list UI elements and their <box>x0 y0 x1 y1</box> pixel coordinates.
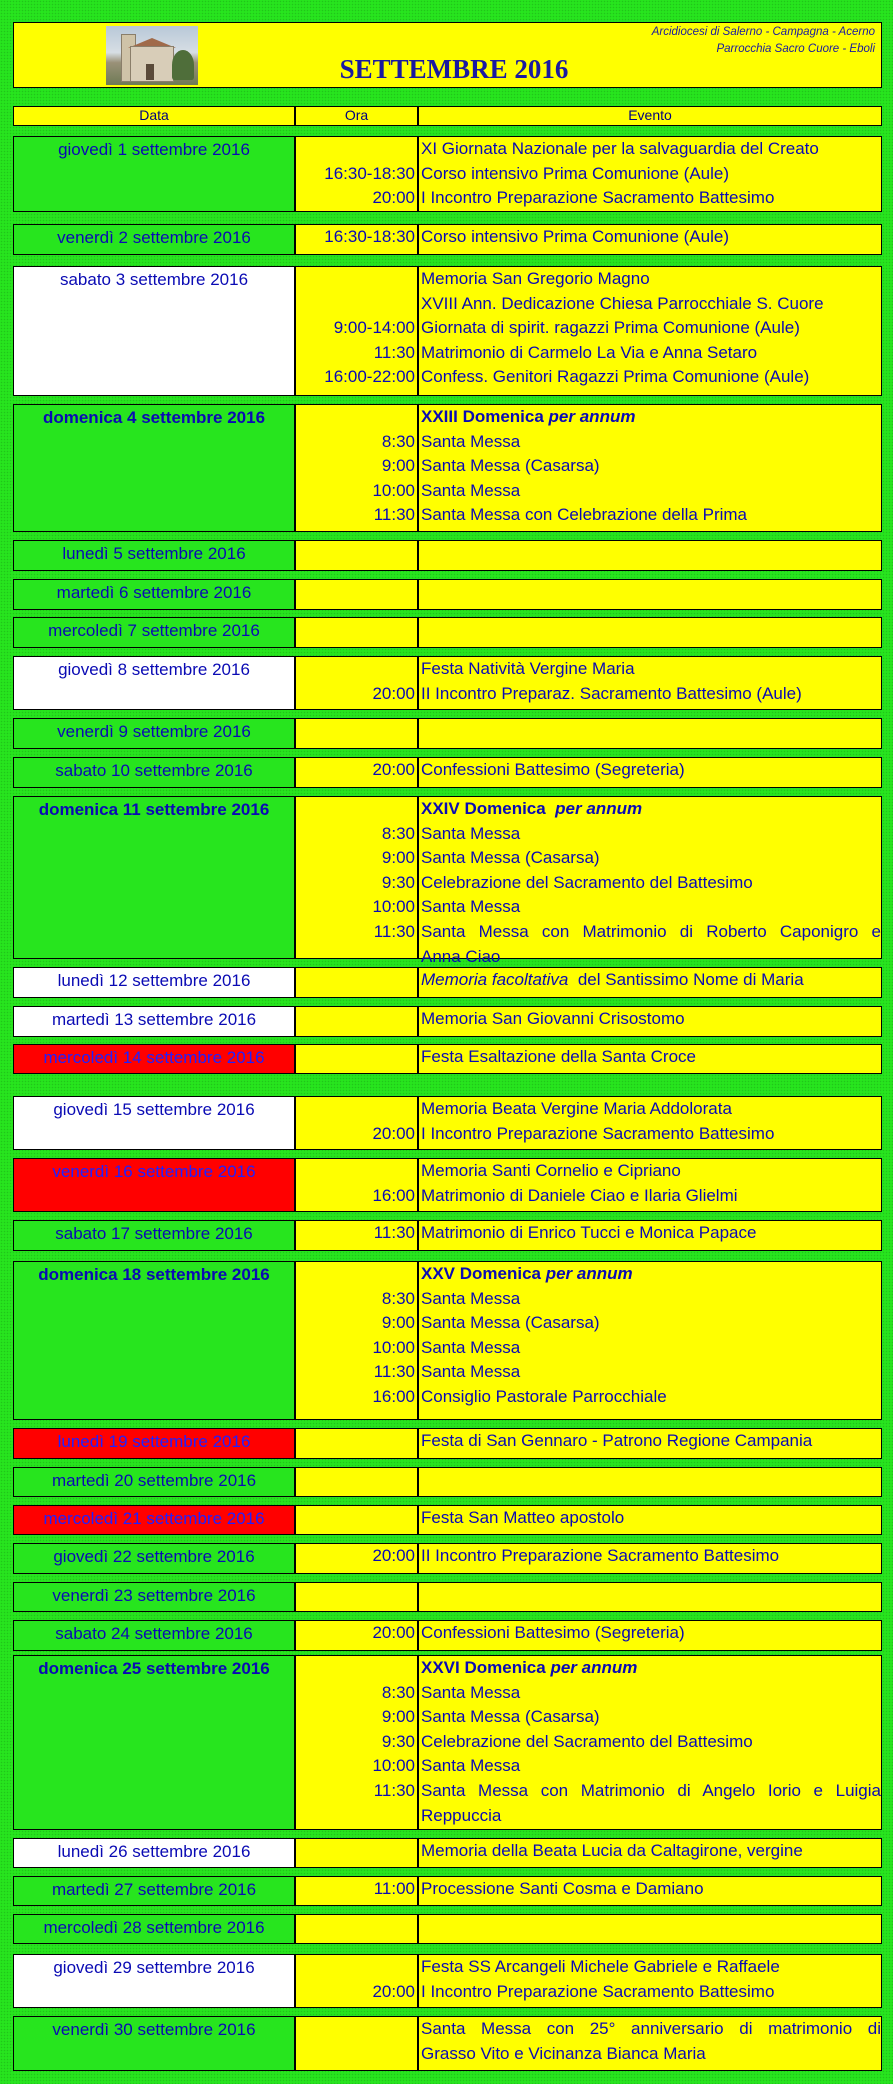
day-events <box>418 1505 882 1535</box>
event-time <box>296 1045 415 1070</box>
event-text <box>421 682 881 707</box>
day-events <box>418 1096 882 1150</box>
day-events <box>418 656 882 710</box>
event-text <box>421 225 881 250</box>
event-text <box>421 503 881 528</box>
day-times <box>295 1954 418 2008</box>
day-date: venerdì 16 settembre 2016 <box>13 1158 295 1212</box>
day-times <box>295 1158 418 1212</box>
event-time: 16:00 <box>372 1185 415 1205</box>
event-label: Santa Messa <box>421 431 521 451</box>
event-emphasis: per annum <box>555 799 643 818</box>
day-date: domenica 25 settembre 2016 <box>13 1655 295 1830</box>
day-date: giovedì 15 settembre 2016 <box>13 1096 295 1150</box>
event-label: del Santissimo Nome di Maria <box>568 970 804 989</box>
day-date: domenica 4 settembre 2016 <box>13 404 295 532</box>
day-date: sabato 24 settembre 2016 <box>13 1620 295 1651</box>
day-times <box>295 1914 418 1944</box>
event-label: Santa Messa con Matrimonio di Angelo Iorio e Luigia <box>421 1780 881 1800</box>
day-events <box>418 1582 882 1612</box>
event-label: Santa Messa (Casarsa) <box>421 1707 600 1727</box>
event-text <box>421 657 881 682</box>
event-text <box>421 1980 881 2005</box>
day-events <box>418 404 882 532</box>
event-label: Memoria San Gregorio Magno <box>421 269 650 288</box>
event-text <box>421 1730 881 1755</box>
event-text <box>421 1287 881 1312</box>
event-label: Santa Messa (Casarsa) <box>421 848 600 868</box>
event-label: Memoria Beata Vergine Maria Addolorata <box>421 1099 732 1118</box>
day-date: venerdì 9 settembre 2016 <box>13 718 295 749</box>
event-time <box>296 405 415 430</box>
day-events <box>418 1914 882 1944</box>
event-time <box>296 1097 415 1122</box>
day-times <box>295 1096 418 1150</box>
event-text <box>421 1754 881 1779</box>
day-times <box>295 136 418 212</box>
event-time: 10:00 <box>372 1337 415 1357</box>
event-text <box>421 405 881 430</box>
event-text <box>421 541 881 566</box>
day-events <box>418 1006 882 1037</box>
event-text <box>421 1159 881 1184</box>
event-time <box>296 1506 415 1531</box>
event-time: 9:00-14:00 <box>333 318 415 338</box>
day-times <box>295 617 418 648</box>
event-time <box>296 1583 415 1608</box>
event-time <box>296 1468 415 1493</box>
event-text <box>421 1385 881 1410</box>
day-events <box>418 718 882 749</box>
day-events <box>418 1220 882 1251</box>
day-times <box>295 1543 418 1574</box>
event-text <box>421 2017 881 2042</box>
event-emphasis: Memoria facoltativa <box>421 970 569 989</box>
event-time <box>296 2017 415 2042</box>
event-text <box>421 822 881 847</box>
day-times <box>295 1876 418 1906</box>
event-label: Memoria Santi Cornelio e Cipriano <box>421 1161 681 1180</box>
day-date: lunedì 19 settembre 2016 <box>13 1428 295 1459</box>
day-times <box>295 1505 418 1535</box>
event-label: XVIII Ann. Dedicazione Chiesa Parrocchiale S. Cuore <box>421 293 824 313</box>
event-time: 20:00 <box>372 683 415 703</box>
event-text <box>421 1468 881 1493</box>
day-date: martedì 13 settembre 2016 <box>13 1006 295 1037</box>
day-events <box>418 1876 882 1906</box>
event-time: 20:00 <box>372 1981 415 2001</box>
day-date: sabato 10 settembre 2016 <box>13 757 295 788</box>
event-text <box>421 1915 881 1940</box>
event-text <box>421 1262 881 1287</box>
event-text <box>421 1221 881 1246</box>
day-events <box>418 1954 882 2008</box>
day-times <box>295 757 418 788</box>
day-events <box>418 1655 882 1830</box>
page-header <box>13 22 882 88</box>
event-time: 20:00 <box>372 1546 415 1565</box>
event-time <box>296 1159 415 1184</box>
event-text <box>421 968 881 993</box>
event-emphasis: per annum <box>548 407 636 426</box>
day-events <box>418 1261 882 1420</box>
day-events <box>418 1543 882 1574</box>
event-text <box>421 580 881 605</box>
event-text <box>421 162 881 187</box>
event-time <box>296 2042 415 2067</box>
event-text <box>421 1360 881 1385</box>
event-label: I Incontro Preparazione Sacramento Battesimo <box>421 1123 775 1143</box>
event-time: 11:30 <box>373 1780 415 1800</box>
event-text <box>421 1839 881 1864</box>
day-date: venerdì 30 settembre 2016 <box>13 2016 295 2071</box>
day-events <box>418 1428 882 1459</box>
day-date: mercoledì 21 settembre 2016 <box>13 1505 295 1535</box>
event-label: Anna Ciao <box>421 946 501 966</box>
event-time: 9:00 <box>381 848 415 868</box>
event-time: 9:00 <box>381 1313 415 1333</box>
event-time <box>296 945 415 970</box>
event-label: Consiglio Pastorale Parrocchiale <box>421 1386 667 1406</box>
event-text <box>421 430 881 455</box>
day-times <box>295 967 418 998</box>
day-date: venerdì 2 settembre 2016 <box>13 224 295 255</box>
event-label: Confess. Genitori Ragazzi Prima Comunione (Aule) <box>421 367 810 387</box>
day-times <box>295 266 418 396</box>
event-time: 16:00-22:00 <box>324 367 415 387</box>
event-time <box>296 618 415 643</box>
day-events <box>418 1620 882 1651</box>
event-text <box>421 1656 881 1681</box>
event-text <box>421 1544 881 1569</box>
event-time: 10:00 <box>372 480 415 500</box>
event-time <box>296 657 415 682</box>
day-date: giovedì 1 settembre 2016 <box>13 136 295 212</box>
event-label: Memoria San Giovanni Crisostomo <box>421 1009 685 1028</box>
event-label: I Incontro Preparazione Sacramento Battesimo <box>421 1981 775 2001</box>
event-time: 9:30 <box>381 872 415 892</box>
day-times <box>295 224 418 255</box>
event-label: II Incontro Preparazione Sacramento Battesimo <box>421 1546 780 1565</box>
event-label: I Incontro Preparazione Sacramento Battesimo <box>421 188 775 208</box>
day-events <box>418 540 882 571</box>
event-time <box>296 137 415 162</box>
event-time: 9:00 <box>381 456 415 476</box>
event-emphasis: per annum <box>545 1264 633 1283</box>
day-events <box>418 1044 882 1074</box>
event-label: XXV Domenica <box>421 1264 546 1283</box>
day-date: martedì 6 settembre 2016 <box>13 579 295 610</box>
event-time: 8:30 <box>381 823 415 843</box>
event-text <box>421 341 881 366</box>
day-events <box>418 2016 882 2071</box>
event-text <box>421 797 881 822</box>
event-label: II Incontro Preparaz. Sacramento Battesimo (Aule) <box>421 683 802 703</box>
event-text <box>421 1506 881 1531</box>
day-events <box>418 757 882 788</box>
page-title: SETTEMBRE 2016 <box>339 54 569 84</box>
event-text <box>421 1336 881 1361</box>
event-label: Santa Messa (Casarsa) <box>421 1313 600 1333</box>
event-time: 10:00 <box>372 1756 415 1776</box>
day-times <box>295 1006 418 1037</box>
event-time: 8:30 <box>381 1288 415 1308</box>
event-time <box>296 1955 415 1980</box>
day-times <box>295 579 418 610</box>
event-text <box>421 267 881 292</box>
diocese-line: Arcidiocesi di Salerno - Campagna - Acerno <box>651 26 875 38</box>
event-label: Santa Messa <box>421 1756 521 1776</box>
column-header-evento: Evento <box>418 106 882 126</box>
day-date: lunedì 12 settembre 2016 <box>13 967 295 998</box>
event-text <box>421 895 881 920</box>
event-text <box>421 1621 881 1646</box>
event-time: 9:30 <box>381 1731 415 1751</box>
event-text <box>421 1045 881 1070</box>
event-time: 11:30 <box>373 921 415 941</box>
event-label: Santa Messa <box>421 480 521 500</box>
event-label: Celebrazione del Sacramento del Battesimo <box>421 872 753 892</box>
day-date: mercoledì 14 settembre 2016 <box>13 1044 295 1074</box>
day-date: lunedì 26 settembre 2016 <box>13 1838 295 1868</box>
event-label: Grasso Vito e Vicinanza Bianca Maria <box>421 2043 706 2063</box>
event-label: Confessioni Battesimo (Segreteria) <box>421 1623 685 1642</box>
day-times <box>295 1428 418 1459</box>
column-header-data: Data <box>13 106 295 126</box>
event-time <box>296 292 415 317</box>
event-time: 20:00 <box>372 1623 415 1642</box>
event-label: Santa Messa <box>421 1362 521 1382</box>
event-label: XXIV Domenica <box>421 799 556 818</box>
event-time <box>296 1804 415 1829</box>
event-label: Festa Esaltazione della Santa Croce <box>421 1047 696 1066</box>
day-events <box>418 136 882 212</box>
day-times <box>295 1655 418 1830</box>
event-label: Festa San Matteo apostolo <box>421 1508 625 1527</box>
event-text <box>421 1429 881 1454</box>
event-label: Memoria della Beata Lucia da Caltagirone, vergine <box>421 1841 803 1860</box>
event-label: Santa Messa <box>421 897 521 917</box>
event-label: Corso intensivo Prima Comunione (Aule) <box>421 163 730 183</box>
day-times <box>295 1467 418 1497</box>
event-label: Matrimonio di Enrico Tucci e Monica Papace <box>421 1223 757 1242</box>
day-date: domenica 11 settembre 2016 <box>13 796 295 959</box>
day-events <box>418 1158 882 1212</box>
event-label: XXVI Domenica <box>421 1658 551 1677</box>
event-time: 8:30 <box>381 1682 415 1702</box>
event-label: Matrimonio di Daniele Ciao e Ilaria Glielmi <box>421 1185 738 1205</box>
event-text <box>421 846 881 871</box>
day-date: domenica 18 settembre 2016 <box>13 1261 295 1420</box>
day-times <box>295 404 418 532</box>
event-time <box>296 797 415 822</box>
event-time: 11:00 <box>373 1879 415 1898</box>
event-text <box>421 1804 881 1829</box>
event-label: Santa Messa (Casarsa) <box>421 456 600 476</box>
event-time <box>296 968 415 993</box>
event-text <box>421 1779 881 1804</box>
event-text <box>421 1705 881 1730</box>
event-time: 11:30 <box>373 342 415 362</box>
day-date: venerdì 23 settembre 2016 <box>13 1582 295 1612</box>
event-text <box>421 1184 881 1209</box>
event-time <box>296 1656 415 1681</box>
event-time: 20:00 <box>372 1123 415 1143</box>
event-label: Festa Natività Vergine Maria <box>421 659 635 678</box>
event-time: 11:30 <box>373 1223 415 1242</box>
event-time: 8:30 <box>381 431 415 451</box>
event-time: 11:30 <box>373 505 415 525</box>
day-events <box>418 266 882 396</box>
event-label: Corso intensivo Prima Comunione (Aule) <box>421 227 730 246</box>
event-text <box>421 1311 881 1336</box>
event-label: Matrimonio di Carmelo La Via e Anna Setaro <box>421 342 758 362</box>
event-time <box>296 719 415 744</box>
event-label: Santa Messa con 25° anniversario di matrimonio di <box>421 2019 881 2038</box>
day-times <box>295 1220 418 1251</box>
event-time: 20:00 <box>372 188 415 208</box>
event-text <box>421 365 881 390</box>
event-time: 20:00 <box>372 760 415 779</box>
day-events <box>418 224 882 255</box>
day-date: mercoledì 7 settembre 2016 <box>13 617 295 648</box>
day-events <box>418 967 882 998</box>
event-label: Santa Messa <box>421 1337 521 1357</box>
day-events <box>418 1467 882 1497</box>
day-events <box>418 796 882 966</box>
event-label: XI Giornata Nazionale per la salvaguardia del Creato <box>421 139 819 158</box>
event-time: 16:00 <box>372 1386 415 1406</box>
day-times <box>295 1261 418 1420</box>
event-text <box>421 479 881 504</box>
event-time: 16:30-18:30 <box>324 227 415 246</box>
parish-info <box>652 24 875 58</box>
event-label: Santa Messa <box>421 1288 521 1308</box>
event-text <box>421 316 881 341</box>
day-times <box>295 1620 418 1651</box>
event-time <box>296 541 415 566</box>
column-header-ora: Ora <box>295 106 418 126</box>
event-text <box>421 2042 881 2067</box>
event-text <box>421 1097 881 1122</box>
event-time <box>296 580 415 605</box>
day-date: giovedì 29 settembre 2016 <box>13 1954 295 2008</box>
event-emphasis: per annum <box>550 1658 638 1677</box>
day-times <box>295 1838 418 1868</box>
event-text <box>421 719 881 744</box>
parish-line: Parrocchia Sacro Cuore - Eboli <box>716 43 875 55</box>
day-events <box>418 579 882 610</box>
event-time: 11:30 <box>373 1362 415 1382</box>
event-text <box>421 920 881 945</box>
church-photo <box>106 26 198 85</box>
day-events <box>418 617 882 648</box>
event-text <box>421 758 881 783</box>
event-label: Processione Santi Cosma e Damiano <box>421 1879 704 1898</box>
event-text <box>421 1122 881 1147</box>
event-time <box>296 1915 415 1940</box>
day-date: martedì 20 settembre 2016 <box>13 1467 295 1497</box>
event-text <box>421 1877 881 1902</box>
event-time <box>296 267 415 292</box>
event-text <box>421 137 881 162</box>
day-times <box>295 718 418 749</box>
event-time: 16:30-18:30 <box>324 163 415 183</box>
event-label: Santa Messa con Celebrazione della Prima <box>421 505 748 525</box>
day-times <box>295 540 418 571</box>
day-date: sabato 17 settembre 2016 <box>13 1220 295 1251</box>
day-date: giovedì 22 settembre 2016 <box>13 1543 295 1574</box>
day-date: giovedì 8 settembre 2016 <box>13 656 295 710</box>
day-times <box>295 656 418 710</box>
event-label: Reppuccia <box>421 1805 502 1825</box>
event-time <box>296 1262 415 1287</box>
day-date: mercoledì 28 settembre 2016 <box>13 1914 295 1944</box>
day-date: sabato 3 settembre 2016 <box>13 266 295 396</box>
event-time <box>296 1429 415 1454</box>
day-times <box>295 1044 418 1074</box>
event-label: Festa SS Arcangeli Michele Gabriele e Raffaele <box>421 1957 780 1976</box>
event-text <box>421 1583 881 1608</box>
event-label: Santa Messa <box>421 1682 521 1702</box>
event-label: Festa di San Gennaro - Patrono Regione Campania <box>421 1431 813 1450</box>
day-date: martedì 27 settembre 2016 <box>13 1876 295 1906</box>
event-text <box>421 945 881 970</box>
event-time: 9:00 <box>381 1707 415 1727</box>
event-text <box>421 1955 881 1980</box>
day-events <box>418 1838 882 1868</box>
event-label: Confessioni Battesimo (Segreteria) <box>421 760 685 779</box>
day-times <box>295 796 418 959</box>
event-time <box>296 1839 415 1864</box>
event-label: Santa Messa <box>421 823 521 843</box>
event-time <box>296 1007 415 1032</box>
day-times <box>295 2016 418 2071</box>
event-label: XXIII Domenica <box>421 407 549 426</box>
event-label: Santa Messa con Matrimonio di Roberto Caponigro e <box>421 921 881 941</box>
event-text <box>421 292 881 317</box>
event-text <box>421 1007 881 1032</box>
event-text <box>421 618 881 643</box>
event-text <box>421 871 881 896</box>
day-date: lunedì 5 settembre 2016 <box>13 540 295 571</box>
event-text <box>421 1681 881 1706</box>
event-label: Celebrazione del Sacramento del Battesimo <box>421 1731 753 1751</box>
event-label: Giornata di spirit. ragazzi Prima Comunione (Aule) <box>421 318 800 338</box>
day-times <box>295 1582 418 1612</box>
event-text <box>421 454 881 479</box>
event-text <box>421 186 881 211</box>
event-time: 10:00 <box>372 897 415 917</box>
